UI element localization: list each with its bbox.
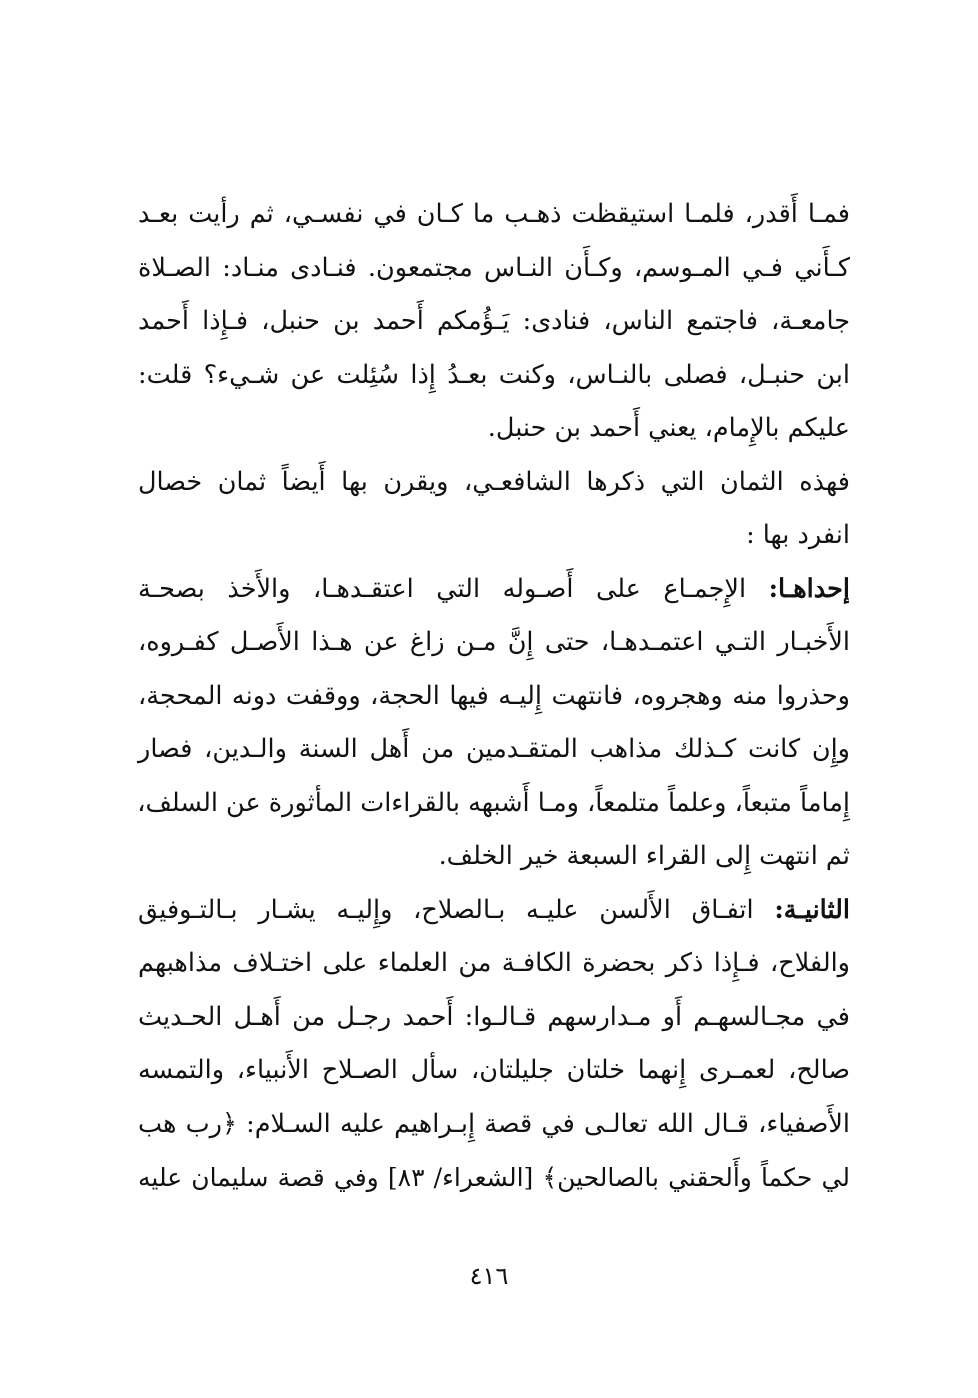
text-line: انفرد بها : — [746, 520, 850, 550]
text-line: صالح، لعمـرى إِنهما خلتان جليلتان، سأل الصـلاح الأَنبياء، والتمسه — [138, 1055, 850, 1085]
paragraph-lead: إحداهـا: — [768, 573, 850, 604]
text-line: فهذه الثمان التي ذكرها الشافعـي، ويقرن بها أَيضاً ثمان خصال — [138, 466, 850, 497]
text-line: وحذروا منه وهجروه، فانتهت إِليـه فيها الحجة، ووقفت دونه المحجة، — [138, 680, 850, 711]
text-line: لي حكماً وأَلحقني بالصالحين﴾ [الشعراء/ ٨٣] وفي قصة سليمان عليه — [138, 1163, 850, 1192]
text-line: والفلاح، فـإِذا ذكر بحضرة الكافـة من العلماء على اختـلاف مذاهبهم — [138, 948, 850, 978]
body-text — [138, 188, 850, 1205]
text-line: الأَخبـار التـي اعتمـدهـا، حتى إِنَّ مـن زاغ عن هـذا الأَصـل كفـروه، — [138, 627, 850, 657]
text-line: ابن حنبـل، فصلى بالنـاس، وكنت بعـدُ إِذا سُئِلت عن شـيء؟ قلت: — [138, 359, 850, 390]
paragraph — [138, 563, 850, 884]
text-line — [138, 563, 850, 617]
paragraph — [138, 456, 850, 563]
paragraph-lead: الثانيـة: — [774, 894, 850, 925]
text-line: عليكم بالإِمام، يعني أَحمد بن حنبل. — [487, 413, 850, 443]
text-line: إِماماً متبعاً، وعلماً متلمعاً، ومـا أَشبهه بالقراءات المأثورة عن السلف، — [137, 787, 850, 818]
text-line — [138, 884, 850, 938]
text-line: كـأَني فـي المـوسم، وكـأَن النـاس مجتمعون. فنـادى منـاد: الصـلاة — [138, 252, 850, 283]
text-line: جامعـة، فاجتمع الناس، فنادى: يَـؤُمكم أَحمد بن حنبل، فـإِذا أَحمد — [138, 306, 850, 336]
page-number: ٤١٦ — [469, 1262, 509, 1290]
paragraph — [138, 188, 850, 456]
text-line: ثم انتهت إِلى القراء السبعة خير الخلف. — [438, 841, 850, 871]
text-line: وإِن كانت كـذلك مذاهب المتقـدمين من أَهل السنة والـدين، فصار — [138, 734, 850, 764]
text-fragment: اتفـاق الأَلسن عليـه بـالصلاح، وإِليـه يشـار بـالتـوفيق — [138, 894, 775, 925]
text-fragment: الإِجمـاع على أَصـوله التي اعتقـدهـا، والأَخذ بصحـة — [138, 573, 769, 604]
text-line: الأَصفياء، قـال الله تعالـى في قصة إِبـراهيم عليه السـلام: ﴿رب هب — [138, 1108, 850, 1139]
paragraph — [138, 884, 850, 1205]
text-line: في مجـالسهـم أَو مـدارسهم قـالـوا: أَحمد رجـل من أَهـل الحـديث — [138, 1001, 850, 1032]
text-line: فمـا أَقدر، فلمـا استيقظت ذهـب ما كـان في نفسـي، ثم رأيت بعـد — [138, 199, 850, 229]
